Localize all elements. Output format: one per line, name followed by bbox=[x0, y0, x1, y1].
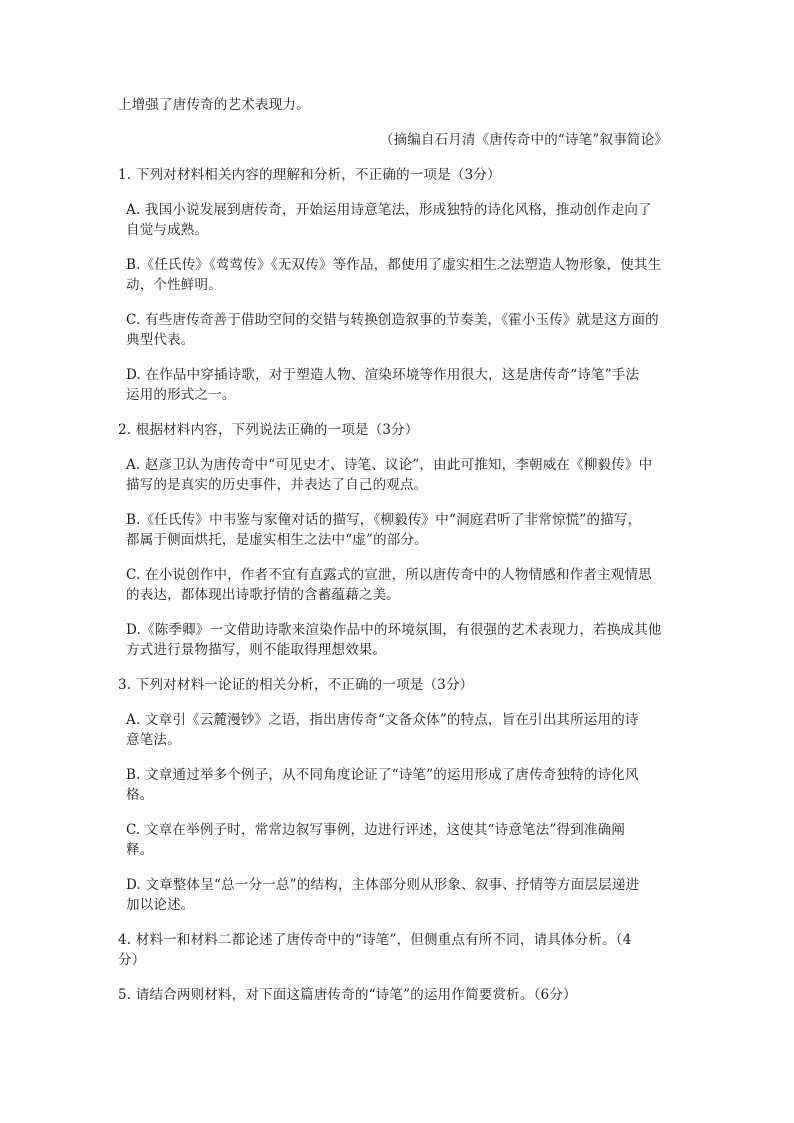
q1-option-a-line1: A. 我国小说发展到唐传奇，开始运用诗意笔法，形成独特的诗化风格，推动创作走向了 bbox=[126, 202, 652, 218]
lead-line: 上增强了唐传奇的艺术表现力。 bbox=[118, 97, 310, 113]
q5-line1: 5. 请结合两则材料，对下面这篇唐传奇的“诗笔”的运用作简要赏析。（6分） bbox=[118, 987, 577, 1003]
q3-option-c-line2: 释。 bbox=[126, 842, 154, 858]
q3-option-b-line2: 格。 bbox=[126, 787, 154, 803]
q1-option-a-line2: 自觉与成熟。 bbox=[126, 222, 209, 238]
q1-option-d-line2: 运用的形式之一。 bbox=[126, 387, 236, 403]
q4-line2: 分） bbox=[118, 952, 146, 968]
q2-option-c-line1: C. 在小说创作中，作者不宜有直露式的宣泄，所以唐传奇中的人物情感和作者主观情思 bbox=[126, 567, 652, 583]
q2-option-c-line2: 的表达，都体现出诗歌抒情的含蓄蕴藉之美。 bbox=[126, 587, 400, 603]
q2-option-d-line2: 方式进行景物描写，则不能取得理想效果。 bbox=[126, 642, 387, 658]
q1-option-c-line1: C. 有些唐传奇善于借助空间的交错与转换创造叙事的节奏美，《霍小玉传》就是这方面的 bbox=[126, 312, 659, 328]
q3-stem: 3. 下列对材料一论证的相关分析，不正确的一项是（3分） bbox=[118, 677, 474, 693]
q1-option-b-line1: B.《任氏传》《莺莺传》《无双传》等作品，都使用了虚实相生之法塑造人物形象，使其生 bbox=[126, 257, 662, 273]
q3-option-d-line1: D. 文章整体呈“总一分一总”的结构，主体部分则从形象、叙事、抒情等方面层层递进 bbox=[126, 877, 640, 893]
q3-option-a-line1: A. 文章引《云麓漫钞》之语，指出唐传奇“文备众体”的特点，旨在引出其所运用的诗 bbox=[126, 712, 639, 728]
q3-option-c-line1: C. 文章在举例子时，常常边叙写事例，边进行评述，这使其“诗意笔法”得到准确阐 bbox=[126, 822, 626, 838]
q2-option-b-line1: B.《任氏传》中韦鉴与家僮对话的描写，《柳毅传》中“洞庭君听了非常惊慌”的描写， bbox=[126, 512, 642, 528]
q1-stem: 1. 下列对材料相关内容的理解和分析，不正确的一项是（3分） bbox=[118, 167, 501, 183]
q3-option-d-line2: 加以论述。 bbox=[126, 897, 195, 913]
q3-option-b-line1: B. 文章通过举多个例子，从不同角度论证了“诗笔”的运用形成了唐传奇独特的诗化风 bbox=[126, 767, 639, 783]
q4-line1: 4. 材料一和材料二都论述了唐传奇中的“诗笔”，但侧重点有所不同，请具体分析。（4 bbox=[118, 932, 632, 948]
q1-option-c-line2: 典型代表。 bbox=[126, 332, 195, 348]
q2-stem: 2. 根据材料内容，下列说法正确的一项是（3分） bbox=[118, 422, 419, 438]
q1-option-b-line2: 动，个性鲜明。 bbox=[126, 277, 222, 293]
source-citation: （摘编自石月清《唐传奇中的“诗笔”叙事简论》 bbox=[379, 132, 668, 148]
q2-option-b-line2: 都属于侧面烘托，是虚实相生之法中“虚”的部分。 bbox=[126, 532, 428, 548]
q2-option-a-line2: 描写的是真实的历史事件，并表达了自己的观点。 bbox=[126, 477, 428, 493]
q1-option-d-line1: D. 在作品中穿插诗歌，对于塑造人物、渲染环境等作用很大，这是唐传奇“诗笔”手法 bbox=[126, 367, 640, 383]
q2-option-a-line1: A. 赵彦卫认为唐传奇中“可见史才、诗笔、议论”，由此可推知，李朝威在《柳毅传》中 bbox=[126, 457, 653, 473]
q3-option-a-line2: 意笔法。 bbox=[126, 732, 181, 748]
q2-option-d-line1: D.《陈季卿》一文借助诗歌来渲染作品中的环境氛围，有很强的艺术表现力，若换成其他 bbox=[126, 622, 662, 638]
